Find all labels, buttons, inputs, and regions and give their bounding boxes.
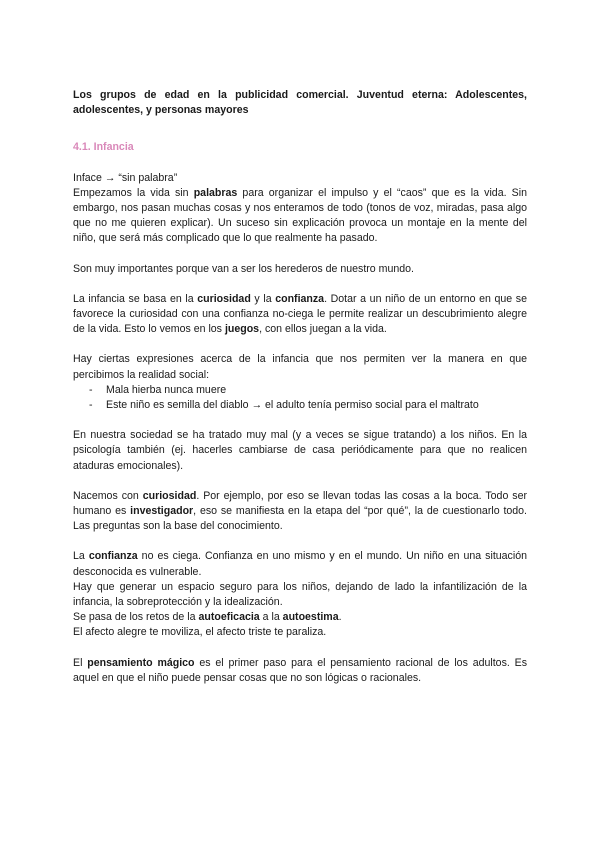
list-item: - Mala hierba nunca muere xyxy=(89,383,227,396)
bold-term: palabras xyxy=(193,186,238,199)
list-item: - Este niño es semilla del diablo → el adulto tenía permiso social para el maltrato xyxy=(89,399,479,412)
paragraph-7-line-3 xyxy=(73,610,527,625)
text-run: . xyxy=(338,611,342,624)
bold-term: autoestima xyxy=(282,611,339,624)
paragraph-7-line-4: El afecto alegre te moviliza, el afecto triste te paraliza. xyxy=(73,626,327,639)
bold-term: autoeficacia xyxy=(198,611,260,624)
paragraph-7-line-2: Hay que generar un espacio seguro para los niños, dejando de lado la infantilización de la infancia, la sobreprotección y la idealización. xyxy=(73,580,527,609)
text-run: El xyxy=(73,656,88,669)
bullet-list xyxy=(73,383,527,413)
paragraph-4-text: Hay ciertas expresiones acerca de la infancia que nos permiten ver la manera en que percibimos la realidad social: xyxy=(73,353,527,381)
section-title: Infancia xyxy=(93,141,134,154)
bold-term: confianza xyxy=(88,550,138,563)
paragraph-7-line-1 xyxy=(73,549,527,579)
paragraph-1-line-1: Inface → “sin palabra” xyxy=(73,171,178,184)
text-run: La xyxy=(73,550,89,563)
section-number: 4.1. xyxy=(73,141,91,154)
paragraph-7 xyxy=(73,549,527,640)
text-run: no es ciega. Confianza en uno mismo y en el mundo. Un niño en una situación desconocida es vulnerable. xyxy=(73,550,527,578)
text-run: a la xyxy=(259,611,283,624)
section-heading xyxy=(73,140,527,155)
bold-term: curiosidad xyxy=(142,489,197,502)
paragraph-1 xyxy=(73,171,527,247)
paragraph-3 xyxy=(73,292,527,338)
bold-term: juegos xyxy=(224,323,260,336)
document-title: Los grupos de edad en la publicidad comercial. Juventud eterna: Adolescentes, adolescentes, y personas mayores xyxy=(73,89,527,117)
paragraph-2: Son muy importantes porque van a ser los herederos de nuestro mundo. xyxy=(73,262,414,275)
text-run: y la xyxy=(250,292,276,305)
bold-term: pensamiento mágico xyxy=(87,656,195,669)
text-run: para organizar el impulso y el “caos” que es la vida. Sin embargo, nos pasan muchas cosas y nos enteramos de todo (tonos de voz, miradas, pasa algo que no me quieren explicar). Un suceso sin explicación provoca un montaje en la mente del niño, que será más complicado que lo que realmente ha pasado. xyxy=(73,186,527,245)
text-run: es el primer paso para el pensamiento racional de los adultos. Es aquel en que el niño puede pensar cosas que no son lógicas o racionales. xyxy=(73,656,528,684)
document-body xyxy=(73,88,527,686)
text-run: , eso se manifiesta en la etapa del “por qué”, la de cuestionarlo todo. Las preguntas son la base del conocimiento. xyxy=(73,505,528,533)
text-run: La infancia se basa en la xyxy=(73,292,198,305)
text-run: , con ellos juegan a la vida. xyxy=(259,323,387,336)
text-run: Empezamos la vida sin xyxy=(73,186,194,199)
paragraph-4 xyxy=(73,352,527,413)
text-run: . Dotar a un niño de un entorno en que se favorece la curiosidad con una confianza no-ciega le permite realizar un descubrimiento alegre de la vida. Esto lo vemos en los xyxy=(73,292,527,336)
text-run: . Por ejemplo, por eso se llevan todas las cosas a la boca. Todo ser humano es xyxy=(73,489,527,518)
list-item-text: Este niño es semilla del diablo → el adulto tenía permiso social para el maltrato xyxy=(106,399,479,412)
list-item-text: Mala hierba nunca muere xyxy=(106,383,227,396)
paragraph-5: En nuestra sociedad se ha tratado muy mal (y a veces se sigue tratando) a los niños. En la psicología también (ej. hacerles cambiarse de casa periódicamente para que no realicen ataduras emocionales). xyxy=(73,429,527,472)
text-run: Se pasa de los retos de la xyxy=(73,611,199,624)
bold-term: curiosidad xyxy=(197,292,251,305)
text-run: Nacemos con xyxy=(73,489,143,502)
bold-term: confianza xyxy=(275,292,325,305)
paragraph-6 xyxy=(73,489,527,535)
paragraph-8 xyxy=(73,656,527,686)
bold-term: investigador xyxy=(130,505,194,518)
